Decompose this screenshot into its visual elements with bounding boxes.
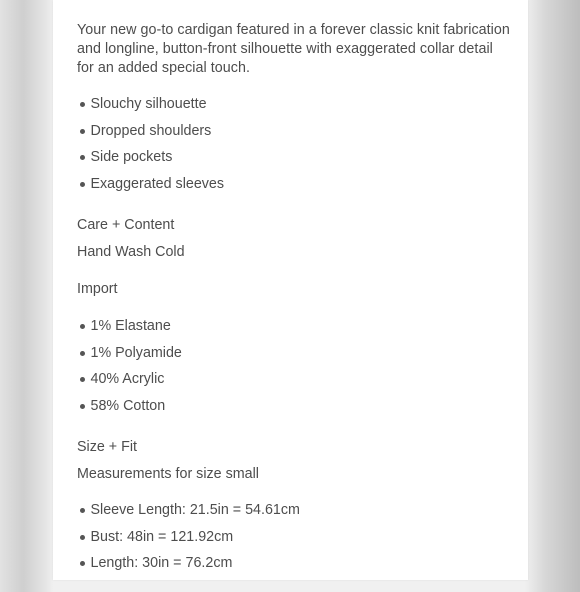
list-item-text: Exaggerated sleeves [90, 175, 225, 192]
list-item-text: Length: 30in = 76.2cm [90, 555, 233, 571]
list-item-text: Dropped shoulders [90, 122, 212, 139]
care-instructions: Hand Wash Cold [77, 243, 185, 260]
list-item [77, 118, 512, 145]
bullet-icon [80, 155, 85, 160]
list-item [77, 550, 512, 577]
bullet-icon [80, 377, 85, 382]
product-description [77, 21, 512, 592]
care-heading: Care + Content [77, 217, 175, 233]
size-fit-heading: Size + Fit [77, 439, 137, 455]
bullet-icon [80, 102, 85, 107]
list-item [77, 171, 512, 198]
bullet-icon [80, 324, 85, 329]
list-item-text: Side pockets [90, 149, 173, 165]
list-item [77, 144, 512, 171]
list-item [77, 497, 512, 524]
list-item [77, 393, 512, 420]
list-item-text: 58% Cotton [90, 397, 166, 414]
bullet-icon [80, 351, 85, 356]
feature-list [77, 91, 512, 197]
measurements-list [77, 497, 512, 577]
list-item [77, 340, 512, 367]
bullet-icon [80, 535, 85, 540]
list-item [77, 91, 512, 118]
list-item-text: Sleeve Length: 21.5in = 54.61cm [90, 502, 300, 518]
list-item-text: 1% Polyamide [90, 344, 182, 361]
list-item-text: 1% Elastane [90, 318, 171, 334]
materials-list [77, 313, 512, 419]
bullet-icon [80, 129, 85, 134]
origin-label: Import [77, 280, 118, 297]
bullet-icon [80, 561, 85, 566]
list-item [77, 366, 512, 393]
product-description-card [53, 0, 528, 580]
list-item-text: Slouchy silhouette [90, 96, 207, 112]
list-item [77, 524, 512, 551]
bullet-icon [80, 182, 85, 187]
size-fit-subheading: Measurements for size small [77, 465, 259, 482]
bullet-icon [80, 404, 85, 409]
bullet-icon [80, 508, 85, 513]
intro-paragraph: Your new go-to cardigan featured in a forever classic knit fabrication and longline, button-front silhouette with exaggerated collar detail for an added special touch. [77, 22, 510, 76]
list-item [77, 313, 512, 340]
list-item-text: Bust: 48in = 121.92cm [90, 528, 234, 545]
list-item-text: 40% Acrylic [90, 371, 165, 387]
